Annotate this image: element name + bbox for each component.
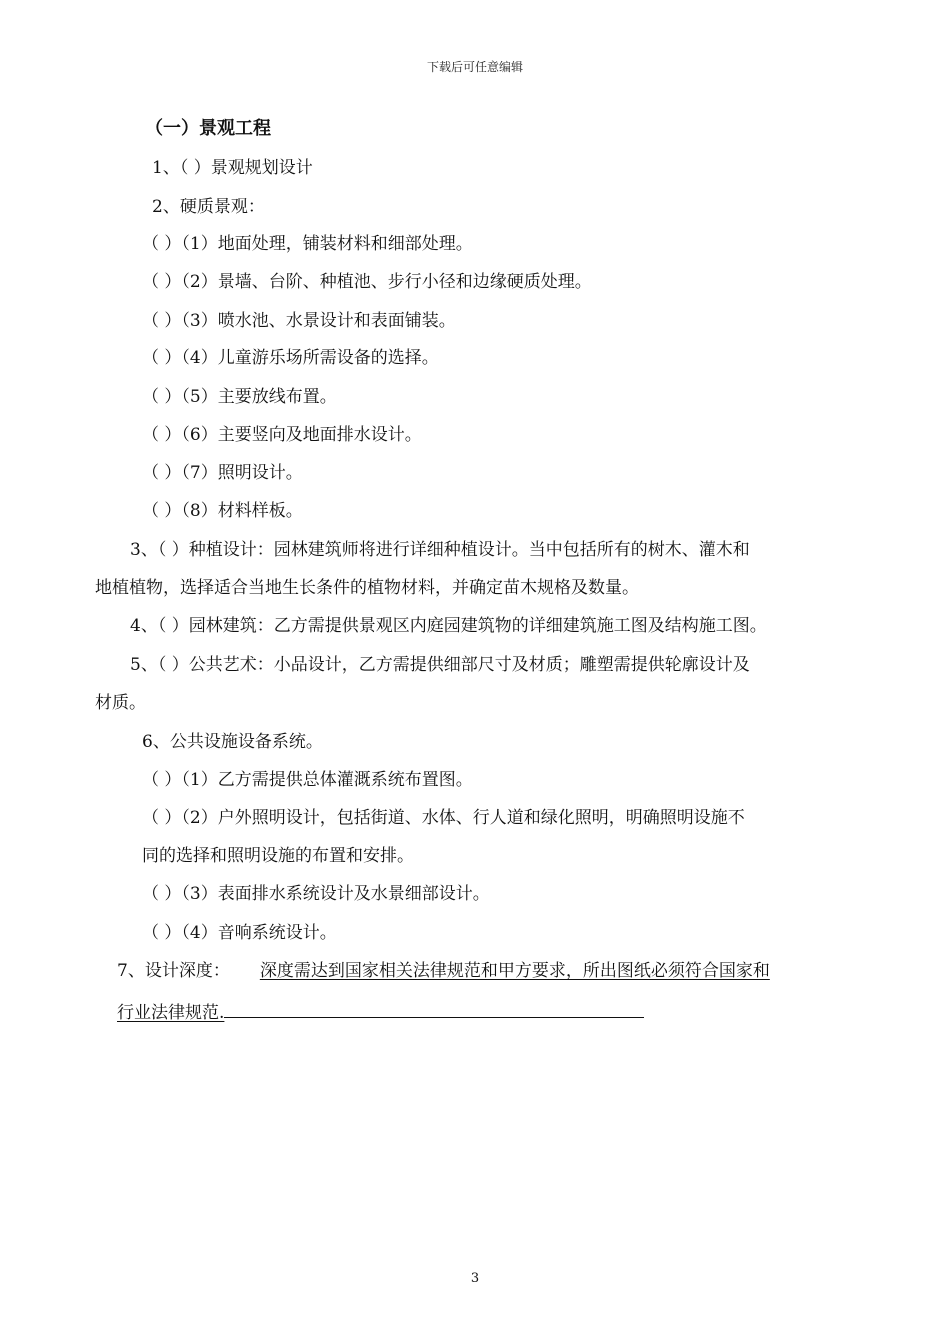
item-2-6: （ ）（6）主要竖向及地面排水设计。 bbox=[142, 425, 422, 445]
underline-blank bbox=[224, 998, 644, 1018]
item-6: 6、公共设施设备系统。 bbox=[142, 732, 323, 752]
section-title: （一）景观工程 bbox=[145, 118, 271, 139]
item-2-8: （ ）（8）材料样板。 bbox=[142, 501, 303, 521]
item-6-1: （ ）（1）乙方需提供总体灌溉系统布置图。 bbox=[142, 770, 473, 790]
item-2-1: （ ）（1）地面处理，铺装材料和细部处理。 bbox=[142, 234, 473, 254]
design-depth-text: 深度需达到国家相关法律规范和甲方要求，所出图纸必须符合国家和 bbox=[259, 961, 770, 981]
item-3-line-2: 地植植物，选择适合当地生长条件的植物材料，并确定苗木规格及数量。 bbox=[95, 578, 639, 598]
item-2-3: （ ）（3）喷水池、水景设计和表面铺装。 bbox=[142, 311, 456, 331]
item-2-4: （ ）（4）儿童游乐场所需设备的选择。 bbox=[142, 348, 439, 368]
item-3-line-1: 3、（ ）种植设计：园林建筑师将进行详细种植设计。当中包括所有的树木、灌木和 bbox=[130, 540, 750, 560]
item-7-line-1 bbox=[117, 960, 770, 982]
item-2-2: （ ）（2）景墙、台阶、种植池、步行小径和边缘硬质处理。 bbox=[142, 272, 592, 292]
item-2-7: （ ）（7）照明设计。 bbox=[142, 463, 303, 483]
item-7-line-2 bbox=[117, 998, 644, 1024]
item-5-line-2: 材质。 bbox=[95, 693, 146, 713]
item-6-2-line-1: （ ）（2）户外照明设计，包括街道、水体、行人道和绿化照明，明确照明设施不 bbox=[142, 808, 745, 828]
item-2-5: （ ）（5）主要放线布置。 bbox=[142, 387, 337, 407]
item-6-3: （ ）（3）表面排水系统设计及水景细部设计。 bbox=[142, 884, 490, 904]
item-5-line-1: 5、（ ）公共艺术：小品设计，乙方需提供细部尺寸及材质；雕塑需提供轮廓设计及 bbox=[130, 655, 750, 675]
design-depth-label: 7、设计深度： bbox=[117, 961, 230, 981]
item-4: 4、（ ）园林建筑：乙方需提供景观区内庭园建筑物的详细建筑施工图及结构施工图。 bbox=[130, 616, 767, 636]
item-1: 1、（ ）景观规划设计 bbox=[152, 158, 313, 178]
page-header: 下载后可任意编辑 bbox=[426, 60, 523, 74]
page-number: 3 bbox=[470, 1271, 480, 1286]
item-6-2-line-2: 同的选择和照明设施的布置和安排。 bbox=[142, 846, 414, 866]
design-depth-text-cont: 行业法律规范. bbox=[117, 1003, 225, 1023]
item-2: 2、硬质景观： bbox=[152, 197, 265, 217]
item-6-4: （ ）（4）音响系统设计。 bbox=[142, 923, 337, 943]
